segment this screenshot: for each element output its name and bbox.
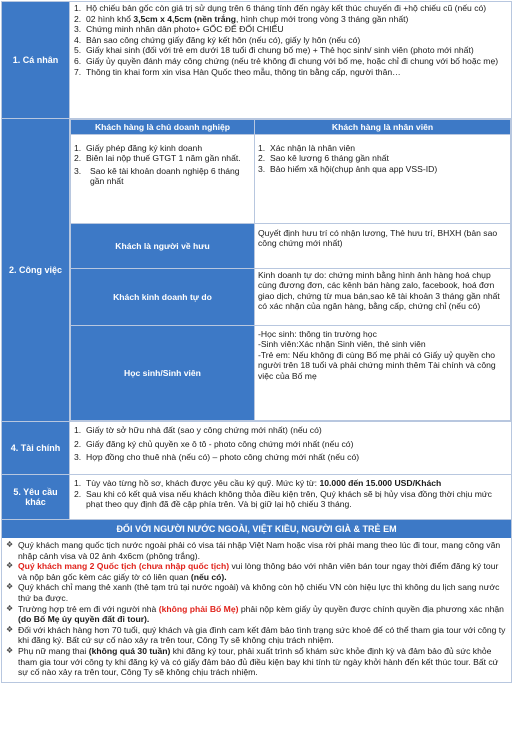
notes-title: ĐỐI VỚI NGƯỜI NƯỚC NGOÀI, VIỆT KIỀU, NGƯỜI GIÀ & TRẺ EM xyxy=(2,520,511,538)
diamond-bullet-icon: ❖ xyxy=(6,645,14,655)
notes-list xyxy=(2,538,511,682)
section-label-personal: 1. Cá nhân xyxy=(2,2,70,119)
list-item: 2. 02 hình khổ 3,5cm x 4,5cm (nền trắng, hình chụp mới trong vòng 3 tháng gần nhất) xyxy=(74,13,409,24)
section-notes xyxy=(2,520,512,683)
list-item: 1. Hộ chiếu bản gốc còn giá trị sử dụng trên 6 tháng tính đến ngày kết thúc chuyến đi +hộ chiếu cũ (nếu có) xyxy=(74,3,487,13)
list-item: ❖ Đối với khách hàng hơn 70 tuổi, quý khách và gia đình cam kết đảm bảo tình trạng sức khoẻ để có thể tham gia tour với công ty khi đăng ký. Bất cứ sự cố nào xảy ra trên tour, Công Ty sẽ không chịu trách nhiệm. xyxy=(6,624,506,646)
employee-list xyxy=(255,135,510,175)
list-item: ❖ Phụ nữ mang thai (không quá 30 tuần) khi đăng ký tour, phải xuất trình sổ khám sức khỏe định kỳ và đảm bảo đủ sức khỏe tham gia tour với công ty khi đăng ký và có giấy đảm bảo đủ điều kiện bay khi tính từ ngày khởi hành đến kết thúc tour. Bất cứ sự cố nào xảy ra trên tour, Công Ty sẽ không chịu trách nhiệm. xyxy=(6,645,499,678)
header-owner: Khách hàng là chủ doanh nghiệp xyxy=(71,120,255,135)
section-label-other: 5. Yêu cầu khác xyxy=(2,475,70,520)
list-item: 1. Giấy phép đăng ký kinh doanh xyxy=(74,143,203,153)
section-label-finance: 4. Tài chính xyxy=(2,422,70,475)
list-item: 1. Tùy vào từng hồ sơ, khách được yêu cầu ký quỹ. Mức ký từ: 10.000 đến 15.000 USD/Khách xyxy=(74,478,442,488)
list-item: 1. Xác nhận là nhân viên xyxy=(258,143,356,153)
section-finance xyxy=(2,422,512,475)
section-label-work: 2. Công việc xyxy=(2,119,70,422)
list-item: 3. Chứng minh nhân dân photo+ GỐC ĐỂ ĐỐI CHIẾU xyxy=(74,24,284,35)
list-item: ❖ Quý khách chỉ mang thẻ xanh (thẻ tạm trú tại nước ngoài) và không còn hộ chiếu VN còn hiệu lực thì không du lịch sang nước thứ ba được. xyxy=(6,582,500,603)
retired-text: Quyết định hưu trí có nhận lương, Thẻ hưu trí, BHXH (bản sao công chứng mới nhất) xyxy=(258,228,498,249)
list-item: 2. Sau khi có kết quả visa nếu khách không thỏa điều kiện trên, Quý khách sẽ bị hủy visa đồng thời chịu mức phạt theo quy định đã đề cập phía trên. Và bị giữ lại hộ chiếu 3 tháng. xyxy=(74,488,492,510)
list-item: 5. Giấy khai sinh (đối với trẻ em dưới 18 tuổi đi chung bố mẹ) + Thẻ học sinh/ sinh viên (photo mới nhất) xyxy=(74,45,474,56)
row-label-freelance: Khách kinh doanh tự do xyxy=(71,269,255,326)
section-personal xyxy=(2,2,512,119)
header-employee: Khách hàng là nhân viên xyxy=(255,120,511,135)
list-item: 2. Biên lai nộp thuế GTGT 1 năm gần nhất. xyxy=(74,153,241,164)
list-item: ❖ Trường hợp trẻ em đi với người nhà (không phải Bố Mẹ) phải nộp kèm giấy ủy quyền được chính quyền địa phương xác nhận (do Bố Mẹ ủy quyền đất đi tour). xyxy=(6,603,504,625)
freelance-text: Kinh doanh tự do: chứng minh bằng hình ảnh hàng hoá chụp cùng đương đơn, các kênh bán hàng zalo, facebook, hoá đơn giao dịch, chứng từ mua bán,sao kê tài khoản 3 tháng gần nhất có xác nhận của ngân hàng, bằng cấp, chứng chỉ (nếu có) xyxy=(258,270,500,312)
list-item: 2. Sao kê lương 6 tháng gần nhất xyxy=(258,153,389,164)
list-item: 2. Giấy đăng ký chủ quyền xe ô tô - photo công chứng mới nhất (nếu có) xyxy=(74,438,354,449)
list-item: 3. Sao kê tài khoản doanh nghiệp 6 tháng gần nhất xyxy=(74,165,240,187)
list-item: ❖ Quý khách mang quốc tịch nước ngoài phải có visa tái nhập Việt Nam hoặc visa rời phải mang theo lúc đi tour, mang công văn nhập cảnh visa và 02 ảnh 4x6cm (phông trắng). xyxy=(6,540,501,561)
list-item: 4. Bản sao công chứng giấy đăng ký kết hôn (nếu có), giấy ly hôn (nếu có) xyxy=(74,34,361,45)
list-item: 1. Giấy tờ sở hữu nhà đất (sao y công chứng mới nhất) (nếu có) xyxy=(74,425,322,435)
work-subtable xyxy=(70,119,511,421)
owner-list xyxy=(71,135,254,188)
section-other xyxy=(2,475,512,520)
other-list xyxy=(70,475,511,511)
finance-list xyxy=(70,422,511,464)
list-item: 3. Hợp đồng cho thuê nhà (nếu có) – photo công chứng mới nhất (nếu có) xyxy=(74,452,360,463)
section-work xyxy=(2,119,512,422)
list-item: 7. Thông tin khai form xin visa Hàn Quốc theo mẫu, thông tin bằng cấp, người thân… xyxy=(74,66,401,77)
list-item: 3. Bảo hiểm xã hội(chụp ảnh qua app VSS-ID) xyxy=(258,163,438,174)
diamond-bullet-icon: ❖ xyxy=(6,624,14,634)
row-label-student: Học sinh/Sinh viên xyxy=(71,326,255,421)
diamond-bullet-icon: ❖ xyxy=(6,603,14,613)
list-item: 6. Giấy ủy quyền đánh máy công chứng (nếu trẻ không đi chung với bố mẹ, hoặc chỉ đi chung với bố hoặc mẹ) xyxy=(74,55,499,66)
diamond-bullet-icon: ❖ xyxy=(6,540,14,549)
requirements-table xyxy=(1,1,512,683)
list-item: ❖ Quý khách mang 2 Quốc tịch (chưa nhập quốc tịch) vui lòng thông báo với nhân viên bán tour ngay thời điểm đăng ký tour và nộp bản gốc kèm các giấy tờ có liên quan (nếu có). xyxy=(6,561,499,582)
personal-list xyxy=(70,2,511,78)
diamond-bullet-icon: ❖ xyxy=(6,582,14,592)
row-label-retired: Khách là người về hưu xyxy=(71,224,255,269)
diamond-bullet-icon: ❖ xyxy=(6,561,14,571)
student-text: -Học sinh: thông tin trường học -Sinh viên:Xác nhận Sinh viên, thẻ sinh viên -Trẻ em: Nếu không đi cùng Bố mẹ phải có Giấy uỷ quyền cho người trên 18 tuổi và phải chứng minh thêm Tài chính và công việc của Bố mẹ xyxy=(258,329,496,381)
